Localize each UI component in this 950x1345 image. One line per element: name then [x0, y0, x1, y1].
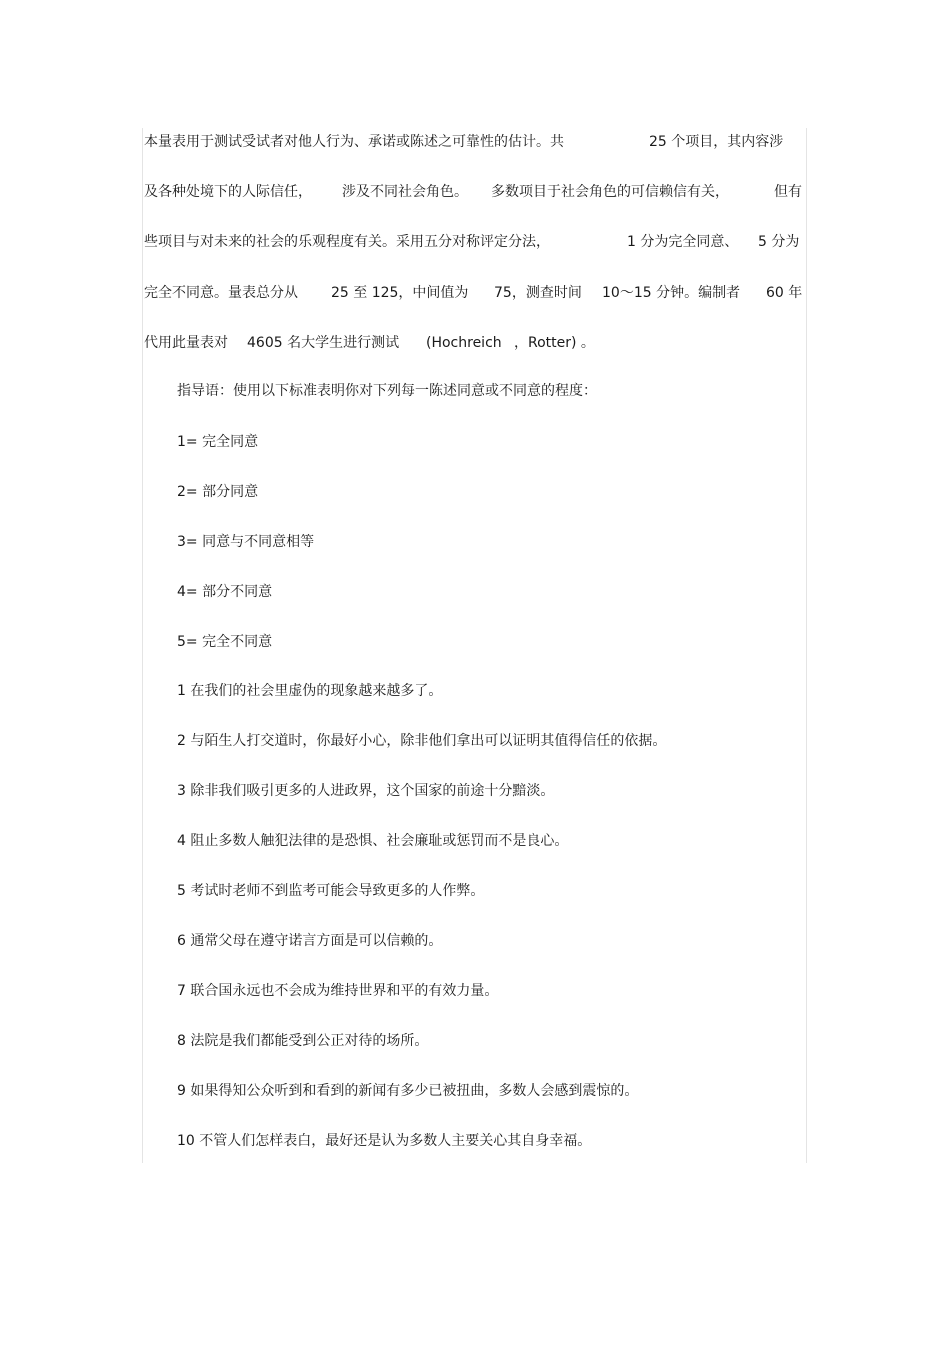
intro-text: 10～15 分钟。编制者 [602, 285, 741, 301]
intro-text: 4605 名大学生进行测试 [247, 335, 400, 351]
intro-text: 涉及不同社会角色。 [342, 184, 468, 200]
question-item: 6 通常父母在遵守诺言方面是可以信赖的。 [177, 933, 443, 949]
scale-option: 1= 完全同意 [177, 434, 259, 450]
intro-text: 75，测查时间 [494, 285, 582, 301]
intro-text: 多数项目于社会角色的可信赖信有关， [491, 184, 729, 200]
scale-option: 2= 部分同意 [177, 484, 259, 500]
scale-option: 5= 完全不同意 [177, 634, 273, 650]
intro-text: (Hochreich [426, 335, 502, 351]
intro-text: 些项目与对未来的社会的乐观程度有关。采用五分对称评定分法， [144, 234, 550, 250]
intro-text: 1 分为完全同意、 [627, 234, 739, 250]
scale-option: 4= 部分不同意 [177, 584, 273, 600]
intro-text: 5 分为 [758, 234, 800, 250]
intro-text: 完全不同意。量表总分从 [144, 285, 298, 301]
intro-text: 25 至 125，中间值为 [331, 285, 469, 301]
intro-text: 但有 [774, 184, 802, 200]
intro-text: 60 年 [766, 285, 803, 301]
question-item: 1 在我们的社会里虚伪的现象越来越多了。 [177, 683, 443, 699]
question-item: 9 如果得知公众听到和看到的新闻有多少已被扭曲，多数人会感到震惊的。 [177, 1083, 639, 1099]
question-item: 8 法院是我们都能受到公正对待的场所。 [177, 1033, 429, 1049]
intro-text: 25 个项目，其内容涉 [649, 134, 784, 150]
question-item: 4 阻止多数人触犯法律的是恐惧、社会廉耻或惩罚而不是良心。 [177, 833, 569, 849]
scale-option: 3= 同意与不同意相等 [177, 534, 315, 550]
intro-text: ，Rotter) 。 [514, 335, 595, 351]
question-item: 5 考试时老师不到监考可能会导致更多的人作弊。 [177, 883, 485, 899]
instructions-text: 指导语：使用以下标准表明你对下列每一陈述同意或不同意的程度： [177, 383, 597, 399]
intro-text: 及各种处境下的人际信任， [144, 184, 312, 200]
intro-text: 代用此量表对 [144, 335, 228, 351]
question-item: 10 不管人们怎样表白，最好还是认为多数人主要关心其自身幸福。 [177, 1133, 592, 1149]
page-frame-left-rule [142, 128, 143, 1163]
intro-text: 本量表用于测试受试者对他人行为、承诺或陈述之可靠性的估计。共 [144, 134, 564, 150]
page-frame-right-rule [806, 128, 807, 1163]
question-item: 7 联合国永远也不会成为维持世界和平的有效力量。 [177, 983, 499, 999]
question-item: 3 除非我们吸引更多的人进政界，这个国家的前途十分黯淡。 [177, 783, 555, 799]
question-item: 2 与陌生人打交道时，你最好小心，除非他们拿出可以证明其值得信任的依据。 [177, 733, 667, 749]
